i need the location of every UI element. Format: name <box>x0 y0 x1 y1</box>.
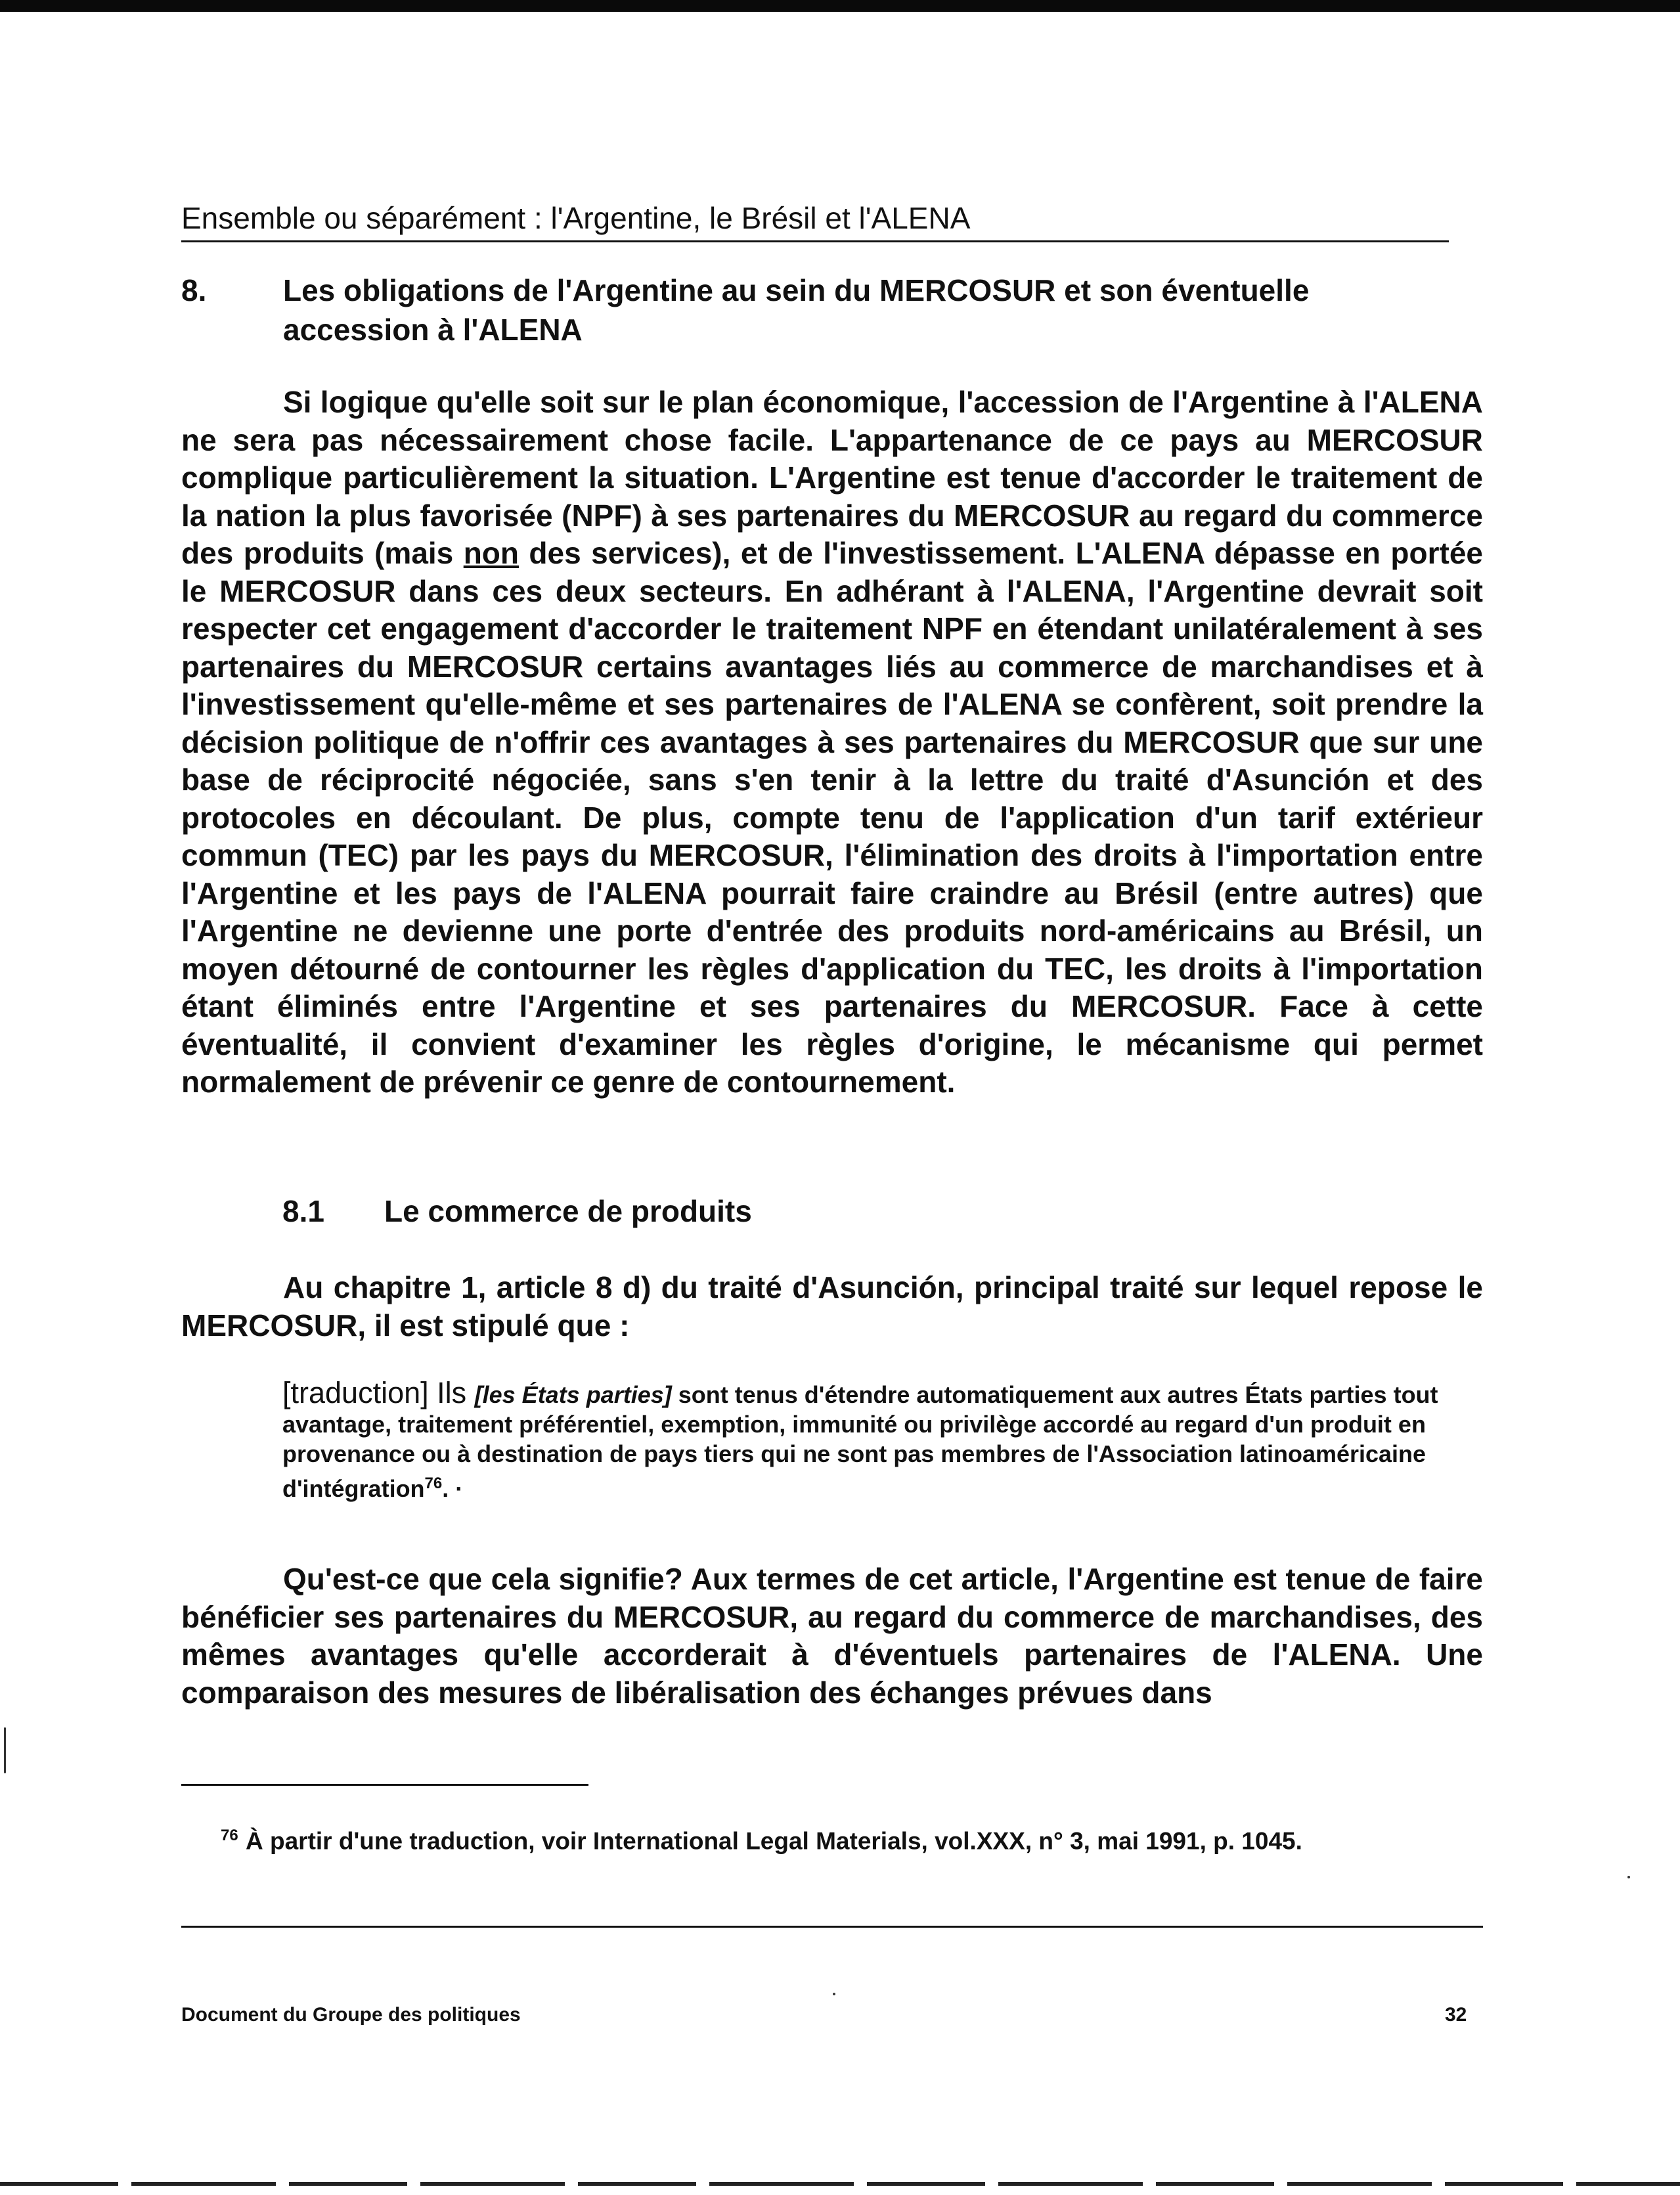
paragraph-1-text-a: Si logique qu'elle soit sur le plan économique, l'accession de l'Argentine à l'ALENA ne sera pas nécessairement chose facile. L'appartenance de ce pays au MERCOSUR complique particulièrement la situation. L'Argentine est tenue d'accorder le traitement de la nation la plus favorisée (NPF) à ses partenaires du MERCOSUR au regard du commerce des produits (mais <box>181 385 1483 570</box>
header-rule <box>181 240 1449 242</box>
scan-speck <box>833 1993 835 1995</box>
quote-lead: [traduction] Ils <box>282 1376 475 1409</box>
paragraph-1-text-b: des services), et de l'investissement. L'ALENA dépasse en portée le MERCOSUR dans ces deux secteurs. En adhérant à l'ALENA, l'Argentine devrait soit respecter cet engagement d'accorder le traitement NPF en étendant unilatéralement à ses partenaires du MERCOSUR certains avantages liés au commerce de marchandises et à l'investissement qu'elle-même et ses partenaires de l'ALENA se confèrent, soit prendre la décision politique de n'offrir ces avantages à ses partenaires du MERCOSUR que sur une base de réciprocité négociée, sans s'en tenir à la lettre du traité d'Asunción et des protocoles en découlant. De plus, compte tenu de l'application d'un tarif extérieur commun (TEC) par les pays du MERCOSUR, l'élimination des droits à l'importation entre l'Argentine et les pays de l'ALENA pourrait faire craindre au Brésil (entre autres) que l'Argentine ne devienne une porte d'entrée des produits nord-américains au Brésil, un moyen détourné de contourner les règles d'application du TEC, les droits à l'importation étant éliminés entre l'Argentine et ses partenaires du MERCOSUR. Face à cette éventualité, il convient d'examiner les règles d'origine, le mécanisme qui permet normalement de prévenir ce genre de contournement. <box>181 536 1484 1099</box>
running-head: Ensemble ou séparément : l'Argentine, le Brésil et l'ALENA <box>181 201 971 235</box>
paragraph-3-text: Qu'est-ce que cela signifie? Aux termes de cet article, l'Argentine est tenue de faire bénéficier ses partenaires du MERCOSUR, au regard du commerce de marchandises, des mêmes avantages qu'elle accorderait à d'éventuels partenaires de l'ALENA. Une comparaison des mesures de libéralisation des échanges prévues dans <box>181 1562 1483 1710</box>
footer-document-title: Document du Groupe des politiques <box>181 2004 521 2026</box>
scan-bottom-edge <box>0 2182 1680 2186</box>
footnote-text: À partir d'une traduction, voir International Legal Materials, vol.XXX, n° 3, mai 1991, p. 1045. <box>246 1827 1302 1855</box>
section-number: 8. <box>181 273 207 307</box>
scan-top-edge <box>0 0 1680 12</box>
page-number: 32 <box>1445 2004 1467 2026</box>
quote-body: sont tenus d'étendre automatiquement aux autres États parties tout avantage, traitement préférentiel, exemption, immunité ou privilège accordé au regard d'un produit en provenance ou à destination de pays tiers qui ne sont pas membres de l'Association latinoaméricaine d'intégration <box>282 1381 1438 1502</box>
paragraph-3 <box>181 1561 1483 1712</box>
footnote <box>181 1819 1483 1857</box>
scan-speck <box>1627 1876 1630 1878</box>
section-title: Les obligations de l'Argentine au sein du MERCOSUR et son éventuelle accession à l'ALENA <box>283 273 1310 347</box>
footnote-mark: 76 <box>221 1827 238 1844</box>
scan-speck <box>4 1727 6 1773</box>
paragraph-2-text: Au chapitre 1, article 8 d) du traité d'Asunción, principal traité sur lequel repose le MERCOSUR, il est stipulé que : <box>181 1270 1483 1342</box>
quote-italic: [les États parties] <box>474 1381 672 1408</box>
footnote-reference[interactable]: 76 <box>424 1474 443 1492</box>
block-quote <box>282 1378 1483 1503</box>
subsection-heading <box>282 1191 752 1231</box>
quote-end: . · <box>442 1475 464 1502</box>
subsection-number: 8.1 <box>282 1194 324 1228</box>
subsection-title: Le commerce de produits <box>384 1194 752 1228</box>
paragraph-1 <box>181 384 1483 1101</box>
section-heading <box>181 271 1449 349</box>
footer-rule <box>181 1926 1483 1928</box>
footnote-separator <box>181 1784 588 1786</box>
paragraph-2 <box>181 1269 1483 1344</box>
underlined-word: non <box>463 536 519 570</box>
